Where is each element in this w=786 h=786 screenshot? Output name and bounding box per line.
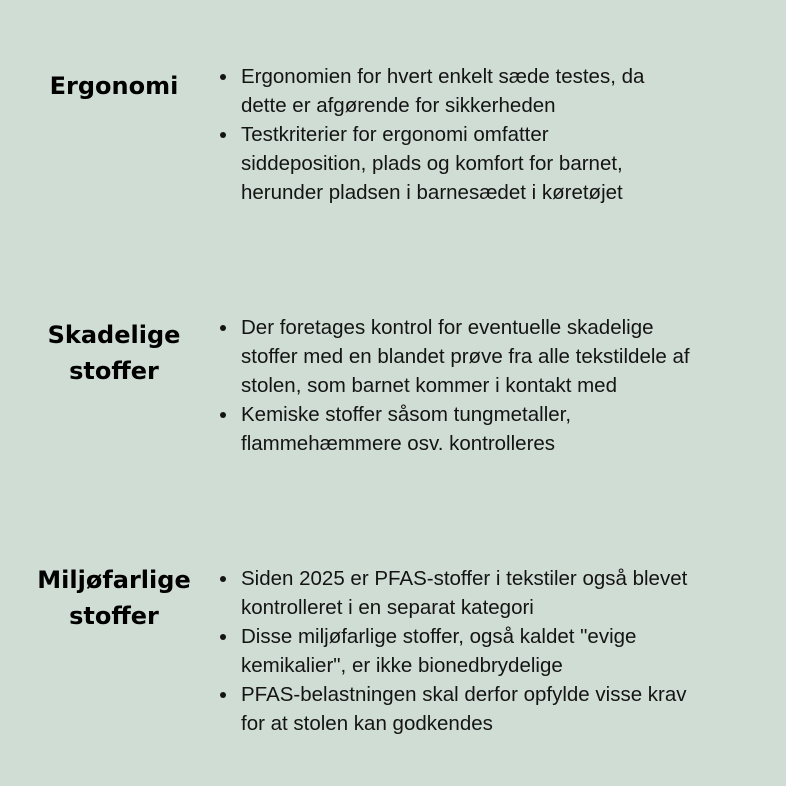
bullet-line: stolen, som barnet kommer i kontakt med [241,374,617,397]
bullet-line: Siden 2025 er PFAS-stoffer i tekstiler også blevet [241,567,688,590]
bullet-line: Der foretages kontrol for eventuelle skadelige [241,316,654,339]
bullet-line: Kemiske stoffer såsom tungmetaller, [241,403,572,426]
heading-line: stoffer [69,602,159,630]
bullet-item [214,400,754,458]
bullet-dot-icon [220,132,226,138]
bullet-dot-icon [220,74,226,80]
bullet-dot-icon [220,412,226,418]
bullet-line: kontrolleret i en separat kategori [241,596,534,619]
bullet-list-ergonomi [214,62,754,207]
bullet-line: dette er afgørende for sikkerheden [241,94,556,117]
bullet-item [214,62,754,120]
bullet-dot-icon [220,325,226,331]
heading-line: Skadelige [47,321,181,349]
bullet-line: stoffer med en blandet prøve fra alle tekstildele af [241,345,690,368]
bullet-line: flammehæmmere osv. kontrolleres [241,432,556,455]
section-heading-skadelige-stoffer [28,317,200,389]
bullet-item [214,680,754,738]
bullet-line: for at stolen kan godkendes [241,712,493,735]
section-heading-ergonomi [28,68,200,104]
heading-line: Ergonomi [49,72,179,100]
bullet-item [214,120,754,207]
section-heading-miljofarlige-stoffer [28,562,200,634]
bullet-dot-icon [220,634,226,640]
bullet-line: siddeposition, plads og komfort for barnet, [241,152,623,175]
bullet-list-skadelige-stoffer [214,313,754,458]
bullet-dot-icon [220,576,226,582]
bullet-line: Testkriterier for ergonomi omfatter [241,123,549,146]
heading-line: Miljøfarlige [37,566,191,594]
bullet-list-miljofarlige-stoffer [214,564,754,738]
bullet-item [214,622,754,680]
bullet-item [214,313,754,400]
bullet-item [214,564,754,622]
bullet-line: PFAS-belastningen skal derfor opfylde visse krav [241,683,687,706]
bullet-line: herunder pladsen i barnesædet i køretøjet [241,181,623,204]
bullet-line: Ergonomien for hvert enkelt sæde testes, da [241,65,645,88]
bullet-line: kemikalier", er ikke bionedbrydelige [241,654,563,677]
heading-line: stoffer [69,357,159,385]
bullet-line: Disse miljøfarlige stoffer, også kaldet "evige [241,625,637,648]
bullet-dot-icon [220,692,226,698]
